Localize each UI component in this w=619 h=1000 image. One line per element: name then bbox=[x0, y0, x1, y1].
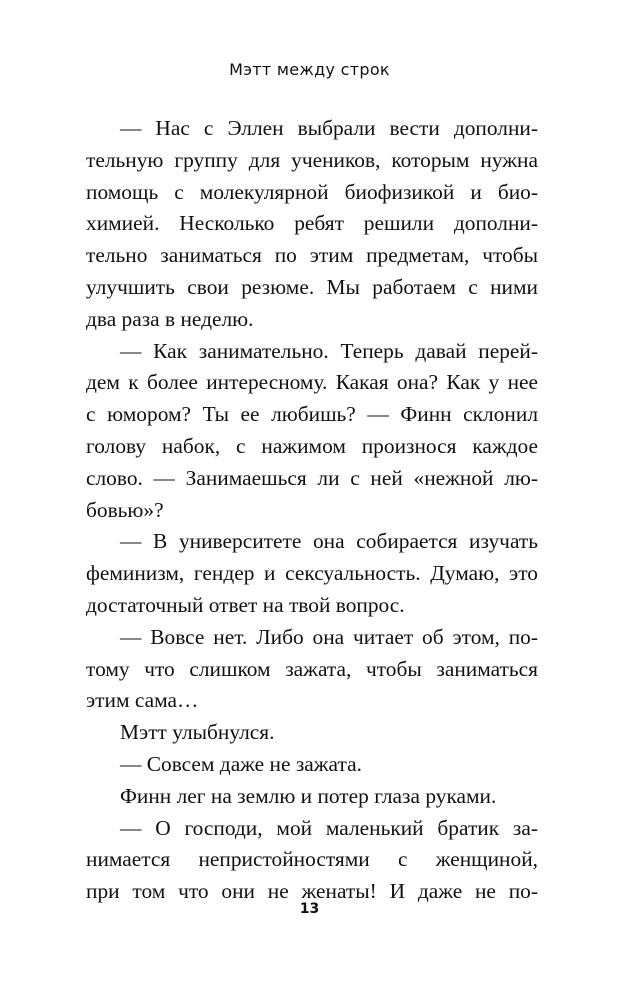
text-line: помощь с молекулярной биофизикой и био- bbox=[86, 179, 538, 204]
running-header: Мэтт между строк bbox=[229, 60, 390, 79]
text-line: голову набок, с нажимом произнося каждое bbox=[86, 433, 538, 458]
text-line: тельную группу для учеников, которым нужна bbox=[86, 147, 538, 172]
text-line: тому что слишком зажата, чтобы заниматься bbox=[86, 656, 538, 681]
text-line: феминизм, гендер и сексуальность. Думаю, это bbox=[86, 561, 538, 586]
text-line: слово. — Занимаешься ли с ней «нежной лю- bbox=[86, 465, 538, 490]
page-number: 13 bbox=[299, 901, 320, 917]
text-line: — В университете она собирается изучать bbox=[120, 529, 538, 554]
text-line: химией. Несколько ребят решили дополни- bbox=[86, 211, 538, 236]
text-line: этим сама… bbox=[86, 688, 199, 713]
text-line: — О господи, мой маленький братик за- bbox=[120, 815, 538, 840]
text-line: нимается непристойностями с женщиной, bbox=[86, 847, 538, 872]
text-line: улучшить свои резюме. Мы работаем с ними bbox=[86, 274, 538, 299]
text-line: с юмором? Ты ее любишь? — Финн склонил bbox=[86, 402, 538, 427]
body-text bbox=[86, 113, 538, 908]
text-line: — Вовсе нет. Либо она читает об этом, по- bbox=[120, 624, 538, 649]
text-line: при том что они не женаты! И даже не по- bbox=[86, 879, 538, 904]
text-line: тельно заниматься по этим предметам, чтобы bbox=[86, 243, 538, 268]
text-line: бовью»? bbox=[86, 497, 164, 522]
text-line: Финн лег на землю и потер глаза руками. bbox=[120, 783, 497, 808]
text-line: достаточный ответ на твой вопрос. bbox=[86, 592, 405, 617]
text-line: Мэтт улыбнулся. bbox=[120, 720, 275, 745]
text-line: — Нас с Эллен выбрали вести дополни- bbox=[120, 116, 538, 140]
text-line: дем к более интересному. Какая она? Как у нее bbox=[86, 370, 538, 395]
text-line: два раза в неделю. bbox=[86, 306, 254, 331]
text-line: — Совсем даже не зажата. bbox=[120, 751, 362, 776]
text-line: — Как занимательно. Теперь давай перей- bbox=[120, 338, 538, 363]
